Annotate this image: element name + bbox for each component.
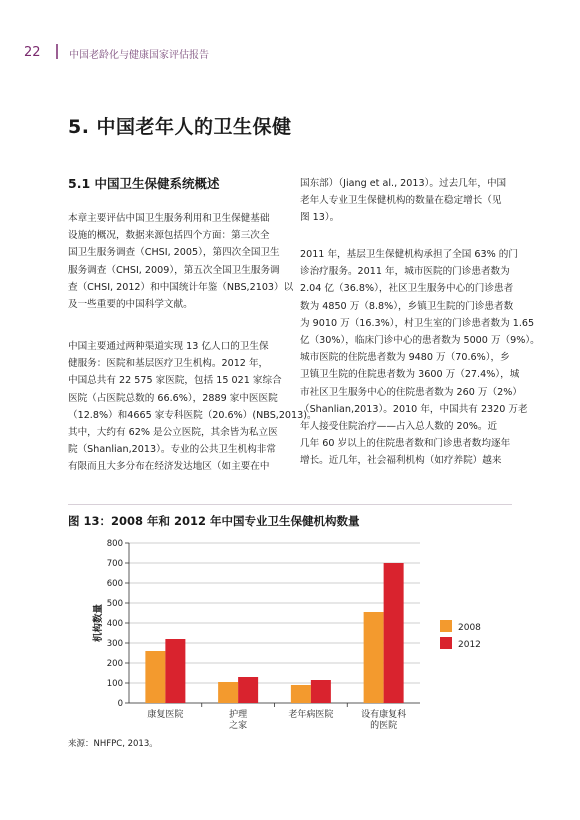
paragraph-line: 国东部）（Jiang et al., 2013）。过去几年，中国 xyxy=(300,178,507,189)
paragraph-line: 医院（占医院总数的 66.6%），2889 家中医医院 xyxy=(68,392,278,404)
chart-legend xyxy=(440,620,481,650)
paragraph-line: 中国总共有 22 575 家医院，包括 15 021 家综合 xyxy=(68,375,282,387)
page-number: 22 xyxy=(24,45,41,60)
bar-2008-2 xyxy=(291,685,311,703)
paragraph-line: 图 13）。 xyxy=(300,212,340,224)
figure-source: 来源：NHFPC, 2013。 xyxy=(68,739,158,749)
bar-2008-0 xyxy=(145,651,165,703)
paragraph-line: 健服务：医院和基层医疗卫生机构。2012 年， xyxy=(68,358,269,370)
bar-2008-3 xyxy=(364,612,384,703)
paragraph-line: 数为 4850 万（8.8%），乡镇卫生院的门诊患者数 xyxy=(300,300,514,312)
x-category-label: 的医院 xyxy=(370,721,398,731)
paragraph-line: 2011 年，基层卫生保健机构承担了全国 63% 的门 xyxy=(300,249,518,260)
bar-2012-2 xyxy=(311,680,331,703)
bar-2012-0 xyxy=(165,639,185,703)
y-tick-label: 800 xyxy=(106,539,123,549)
y-tick-label: 300 xyxy=(106,639,123,649)
x-category-label: 设有康复科 xyxy=(361,710,407,720)
paragraph-line: 市社区卫生服务中心的住院患者数为 260 万（2%） xyxy=(300,386,522,398)
y-tick-label: 700 xyxy=(106,559,123,569)
figure-title: 图 13：2008 年和 2012 年中国专业卫生保健机构数量 xyxy=(68,514,360,528)
paragraph-line: 其中，大约有 62% 是公立医院，其余皆为私立医 xyxy=(68,427,278,439)
paragraph-line: （12.8%）和4665 家专科医院（20.6%）(NBS,2013)。 xyxy=(68,409,317,421)
x-category-label: 之家 xyxy=(229,721,248,731)
paragraph-line: 年人接受住院治疗——占入总人数的 20%。近 xyxy=(300,421,498,433)
bar-2012-1 xyxy=(238,677,258,703)
y-axis-title: 机构数量 xyxy=(93,603,104,643)
paragraph-line: 有限而且大多分布在经济发达地区（如主要在中 xyxy=(68,461,270,473)
bar-2008-1 xyxy=(218,682,238,703)
y-tick-label: 100 xyxy=(106,679,123,689)
legend-swatch-2012 xyxy=(440,637,452,649)
paragraph-line: 卫镇卫生院的住院患者数为 3600 万（27.4%），城 xyxy=(300,369,520,381)
paragraph-line: 亿（30%），临床门诊中心的患者数为 5000 万（9%）。 xyxy=(300,335,540,347)
paragraph-line: 中国主要通过两种渠道实现 13 亿人口的卫生保 xyxy=(68,341,269,352)
y-tick-label: 400 xyxy=(106,619,123,629)
x-category-label: 老年病医院 xyxy=(288,710,334,720)
legend-label: 2012 xyxy=(458,640,481,650)
bar-2012-3 xyxy=(384,563,404,703)
y-tick-label: 500 xyxy=(106,599,123,609)
paragraph-line: 2.04 亿（36.8%），社区卫生服务中心的门诊患者 xyxy=(300,283,514,295)
x-category-label: 护理 xyxy=(229,710,248,720)
paragraph-line: 设施的概况，数据来源包括四个方面：第三次全 xyxy=(68,230,270,242)
paragraph-line: 国卫生服务调查（CHSI, 2005），第四次全国卫生 xyxy=(68,247,280,259)
y-tick-label: 600 xyxy=(106,579,123,589)
paragraph-line: 老年人专业卫生保健机构的数量在稳定增长（见 xyxy=(300,195,502,207)
x-category-label: 康复医院 xyxy=(147,710,184,720)
paragraph-line: 城市医院的住院患者数为 9480 万（70.6%），乡 xyxy=(300,352,510,364)
y-tick-label: 200 xyxy=(106,659,123,669)
paragraph-line: 院（Shanlian,2013）。专业的公共卫生机构非常 xyxy=(68,444,276,456)
paragraph-line: 本章主要评估中国卫生服务利用和卫生保健基础 xyxy=(68,213,270,224)
legend-label: 2008 xyxy=(458,623,481,633)
section-title: 5. 中国老年人的卫生保健 xyxy=(68,116,292,138)
paragraph-line: 及一些重要的中国科学文献。 xyxy=(68,299,193,311)
paragraph-line: （Shanlian,2013）。2010 年，中国共有 2320 万老 xyxy=(300,403,528,415)
y-tick-label: 0 xyxy=(117,699,123,709)
paragraph-line: 服务调查（CHSI, 2009），第五次全国卫生服务调 xyxy=(68,264,280,276)
paragraph-line: 查（CHSI, 2012）和中国统计年鉴（NBS,2103）以 xyxy=(68,281,294,293)
paragraph-line: 为 9010 万（16.3%），村卫生室的门诊患者数为 1.65 xyxy=(300,317,535,329)
paragraph-line: 几年 60 岁以上的住院患者数和门诊患者数均逐年 xyxy=(300,438,511,450)
paragraph-line: 增长。近几年，社会福利机构（如疗养院）越来 xyxy=(300,455,502,467)
running-header-title: 中国老龄化与健康国家评估报告 xyxy=(69,50,209,61)
subsection-title: 5.1 中国卫生保健系统概述 xyxy=(68,176,220,191)
paragraph-line: 诊治疗服务。2011 年，城市医院的门诊患者数为 xyxy=(300,266,510,278)
legend-swatch-2008 xyxy=(440,620,452,632)
chart-bars xyxy=(145,563,403,703)
